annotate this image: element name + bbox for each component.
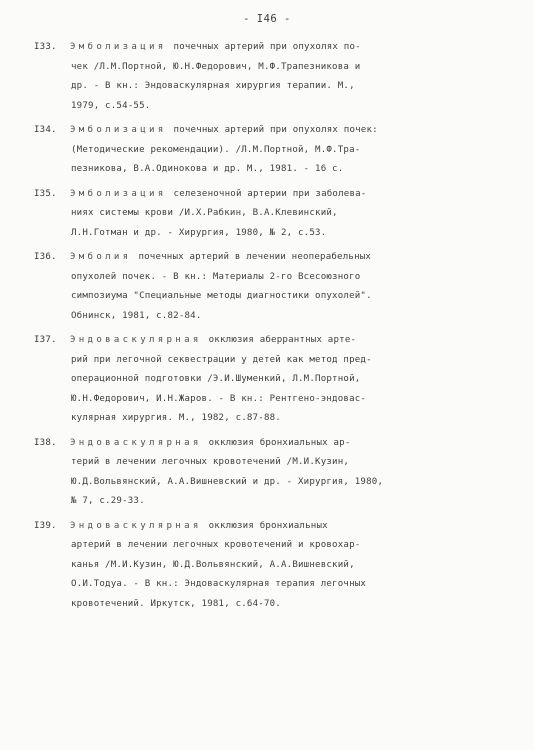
entry-text: пезникова, В.А.Одинокова и др. М., 1981. - 16 с. [71, 164, 344, 174]
entry-text: О.И.Тодуа. - В кн.: Эндоваскулярная терапия легочных [71, 579, 367, 589]
entry-continuation-line [34, 97, 504, 117]
entry-text: операционной подготовки /Э.И.Шуменкий, Л.М.Портной, [71, 374, 361, 384]
entry-continuation-line [34, 453, 504, 473]
entry-continuation-line [34, 473, 504, 493]
entry-continuation-line [34, 492, 504, 512]
entry-first-line [34, 121, 504, 141]
entry-number: I38. [34, 437, 57, 448]
reference-entry [34, 185, 504, 244]
entry-keyword: Эндоваскулярная [70, 437, 202, 448]
entry-text: чек /Л.М.Портной, Ю.Н.Федорович, М.Ф.Трапезникова и [71, 61, 361, 72]
entry-text: Ю.Д.Вольвянский, А.А.Вишневский и др. - Хирургия, 1980, [71, 476, 384, 487]
entry-continuation-line [34, 390, 504, 410]
entry-keyword: Эмболизация [70, 42, 167, 52]
entry-continuation-line [34, 409, 504, 429]
reference-list [34, 38, 504, 619]
entry-keyword: Эндоваскулярная [70, 520, 202, 531]
entry-first-line [34, 38, 504, 58]
entry-first-line [34, 517, 504, 537]
entry-keyword: Эндоваскулярная [70, 335, 202, 345]
entry-text: артерий в лечении легочных кровотечений и кровохар- [71, 540, 361, 550]
entry-continuation-line [34, 204, 504, 224]
entry-text: окклюзия аберрантных арте- [208, 335, 357, 345]
entry-text: рий при легочной секвестрации у детей как метод пред- [71, 354, 372, 365]
entry-text: кровотечений. Иркутск, 1981, с.64-70. [71, 598, 281, 609]
entry-text: Ю.Н.Федорович, И.Н.Жаров. - В кн.: Рентгено-эндовас- [71, 393, 367, 404]
entry-continuation-line [34, 351, 504, 371]
entry-number: I37. [34, 335, 57, 345]
entry-text: терий в лечении легочных кровотечений /М.И.Кузин, [71, 457, 350, 467]
entry-text: симпозиума "Специальные методы диагностики опухолей". [71, 291, 372, 301]
entry-keyword: Эмболизация [70, 125, 167, 135]
reference-entry [34, 248, 504, 326]
entry-continuation-line [34, 141, 504, 161]
entry-continuation-line [34, 307, 504, 327]
page-number: - I46 - [243, 13, 291, 25]
entry-continuation-line [34, 268, 504, 288]
reference-entry [34, 38, 504, 116]
entry-text: канья /М.И.Кузин, Ю.Д.Вольвянский, А.А.Вишневский, [71, 559, 355, 570]
entry-continuation-line [34, 58, 504, 78]
entry-first-line [34, 185, 504, 205]
entry-continuation-line [34, 536, 504, 556]
entry-text: почечных артерий при опухолях по- [173, 42, 361, 52]
entry-number: I36. [34, 252, 57, 262]
entry-continuation-line [34, 556, 504, 576]
entry-text: почечных артерий при опухолях почек: [173, 125, 378, 135]
entry-continuation-line [34, 224, 504, 244]
entry-text: ниях системы крови /И.Х.Рабкин, В.А.Клевинский, [71, 208, 338, 218]
entry-text: др. - В кн.: Эндоваскулярная хирургия терапии. М., [71, 81, 355, 91]
entry-text: № 7, с.29-33. [71, 496, 145, 506]
entry-number: I35. [34, 188, 57, 199]
entry-keyword: Эмболия [70, 252, 132, 262]
reference-entry [34, 121, 504, 180]
reference-entry [34, 331, 504, 429]
entry-text: Л.Н.Готман и др. - Хирургия, 1980, № 2, с.53. [71, 227, 327, 238]
entry-keyword: Эмболизация [70, 188, 167, 199]
reference-entry [34, 517, 504, 615]
entry-continuation-line [34, 575, 504, 595]
entry-text: окклюзия бронхиальных ар- [208, 437, 351, 448]
entry-number: I39. [34, 520, 57, 531]
entry-text: окклюзия бронхиальных [208, 520, 328, 531]
entry-number: I34. [34, 125, 57, 135]
entry-text: кулярная хирургия. М., 1982, с.87-88. [71, 413, 281, 423]
entry-text: селезеночной артерии при заболева- [173, 188, 367, 199]
entry-text: почечных артерий в лечении неоперабельных [138, 252, 372, 262]
entry-first-line [34, 434, 504, 454]
entry-text: опухолей почек. - В кн.: Материалы 2-го Всесоюзного [71, 271, 361, 282]
entry-continuation-line [34, 595, 504, 615]
entry-text: (Методические рекомендации). /Л.М.Портной, М.Ф.Тра- [71, 144, 361, 155]
entry-number: I33. [34, 42, 57, 52]
entry-continuation-line [34, 287, 504, 307]
entry-continuation-line [34, 160, 504, 180]
entry-continuation-line [34, 370, 504, 390]
entry-continuation-line [34, 77, 504, 97]
entry-first-line [34, 248, 504, 268]
reference-entry [34, 434, 504, 512]
entry-text: 1979, с.54-55. [71, 100, 151, 111]
entry-first-line [34, 331, 504, 351]
entry-text: Обнинск, 1981, с.82-84. [71, 310, 202, 321]
